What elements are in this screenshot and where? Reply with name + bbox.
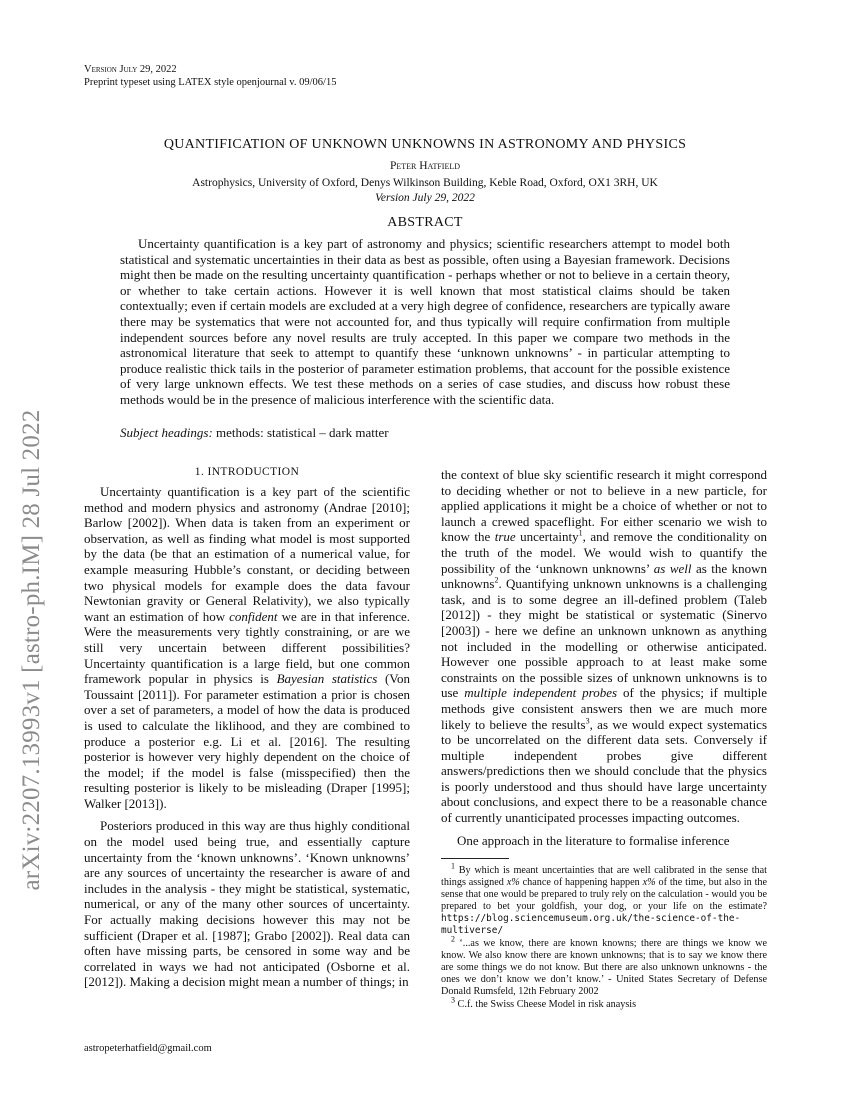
subject-headings [120, 425, 730, 441]
paragraph: Posteriors produced in this way are thus highly conditional on the model used being true, and essentially capture uncertainty from the ‘known unknowns’. ‘Known unknowns’ are any sources of uncertainty the researcher is aware of and includes in the analysis - they might be statistical, systematic, numerical, or any of the many other sources of uncertainty. For actually making decisions however this may not be sufficient (Draper et al. [1987]; Grabo [2002]). Real data can often have missing parts, be censored in some way and be correlated in ways we had not anticipated (Osborne et al. [2012]). Making a decision might mean a number of things; in [84, 818, 410, 990]
footnote-link[interactable]: https://blog.sciencemuseum.org.uk/the-science-of-the-multiverse/ [441, 913, 741, 936]
section-heading: 1. INTRODUCTION [194, 466, 300, 478]
subject-label: Subject headings: [120, 425, 213, 440]
date-line: Version July 29, 2022 [375, 192, 475, 204]
arxiv-id[interactable]: arXiv:2207.13993v1 [astro-ph.IM] 28 Jul 2022 [18, 409, 45, 891]
footnote-ref[interactable]: 1 [578, 529, 583, 539]
author-email[interactable]: astropeterhatfield@gmail.com [84, 1043, 212, 1054]
abstract-heading: ABSTRACT [387, 215, 463, 230]
author: Peter Hatfield [389, 160, 460, 172]
paragraph: Uncertainty quantification is a key part of the scientific method and modern physics and astronomy (Andrae [2010]; Barlow [2002]). When data is taken from an experiment or observation, as well as finding what model is most supported by the data (be that an estimation of a numerical value, for example measuring Hubble’s constant, or deciding between two physical models for example does the data favour Newtonian gravity or General Relativity), we also typically want an estimation of how confident we are in that inference. Were the measurements very tightly constraining, or are we still very uncertain between different possibilities? Uncertainty quantification is a large field, but one common framework popular in physics is Bayesian statistics (Von Toussaint [2011]). For parameter estimation a prior is chosen over a set of parameters, a model of how the data is produced is used to calculate the liklihood, and they are combined to produce a posterior e.g. Li et al. [2016]. The resulting posterior is however very highly dependent on the choice of the model; if the model is false (misspecified) then the resulting posterior is likely to be misleading (Draper [1995]; Walker [2013]). [84, 484, 411, 811]
affiliation: Astrophysics, University of Oxford, Denys Wilkinson Building, Keble Road, Oxford, OX1 3RH, UK [192, 177, 658, 189]
right-column [441, 467, 767, 855]
abstract-body [120, 236, 730, 408]
paragraph: the context of blue sky scientific research it might correspond to deciding whether or not to believe in a new particle, for applied applications it might be a choice of whether or not to launch a crewed spaceflight. For either scenario we wish to know the true uncertainty$^1$, and remove the conditionality on the truth of the model. We would wish to quantify the possibility of the ‘unknown unknowns’ as well as the known unknowns$^2$. Quantifying unknown unknowns is a challenging task, and is to some degree an ill-defined problem (Taleb [2012]) - they might be statistical or systematic (Sinervo [2003]) - here we define an unknown unknown as anything not included in the modelling or otherwise anticipated. However one possible approach to at least make some constraints on the possible sizes of unknown unknowns is to use multiple independent probes of the physics; if multiple methods give consistent answers then we are much more likely to believe the results$^3$, as we would expect systematics to be uncorrelated on the different data sets. Conversely if multiple independent probes give different answers/predictions then we should conclude that the physics is poorly understood and thus should have large uncertainty about conclusions, and expect there to be a reasonable chance of currently unanticipated processes impacting outcomes. [441, 467, 768, 826]
paper-title: QUANTIFICATION OF UNKNOWN UNKNOWNS IN ASTRONOMY AND PHYSICS [163, 137, 687, 152]
footnotes [441, 861, 768, 1012]
paragraph: One approach in the literature to formalise inference [457, 832, 730, 848]
footnote: $^3$ C.f. the Swiss Cheese Model in risk anaysis [451, 995, 637, 1010]
preprint-line: Preprint typeset using LATEX style openjournal v. 09/06/15 [84, 77, 337, 88]
footnote: $^2$ ‘...as we know, there are known knowns; there are things we know we know. We also know there are known unknowns; that is to say we know there are some things we do not know. But there are also unknown unknowns - the ones we don’t know we don’t know.’ - United States Secretary of Defense Donald Rumsfeld, 12th February 2002 [441, 934, 768, 997]
footnote: $^1$ By which is meant uncertainties that are well calibrated in the sense that things assigned x% chance of happening happen x% of the time, but also in the sense that one would be prepared to truly rely on the calculation - would you be prepared to bet your goldfish, your dog, or your life on the estimate? https://blog.sciencemuseum.org.uk/the-science-of-the-multiverse/ [441, 861, 768, 936]
footnote-ref[interactable]: 2 [494, 575, 499, 585]
footnote-ref[interactable]: 3 [585, 716, 590, 726]
footnote-rule [441, 858, 509, 859]
arxiv-stamp [18, 409, 48, 891]
running-header [84, 63, 336, 89]
left-column [84, 484, 410, 997]
subject-text: methods: statistical – dark matter [216, 425, 389, 440]
abstract-text: Uncertainty quantification is a key part of astronomy and physics; scientific researchers attempt to model both statistical and systematic uncertainties in their data as best as possible, often using a Bayesian framework. Decisions might then be made on the resulting uncertainty quantification - perhaps whether or not to believe in a certain theory, or whether to take certain actions. However it is well known that most statistical claims should be taken contextually; even if certain models are excluded at a very high degree of confidence, researchers are typically aware there may be systematics that were not accounted for, and thus typically will require confirmation from multiple independent sources before any novel results are truly accepted. In this paper we compare two methods in the astronomical literature that seek to attempt to quantify these ‘unknown unknowns’ - in particular attempting to produce realistic thick tails in the posterior of parameter estimation problems, that account for the possible existence of very large unknown effects. We test these methods on a series of case studies, and discuss how robust these methods would be in the presence of malicious interference with the scientific data. [120, 236, 730, 407]
version-line: Version July 29, 2022 [84, 64, 177, 75]
